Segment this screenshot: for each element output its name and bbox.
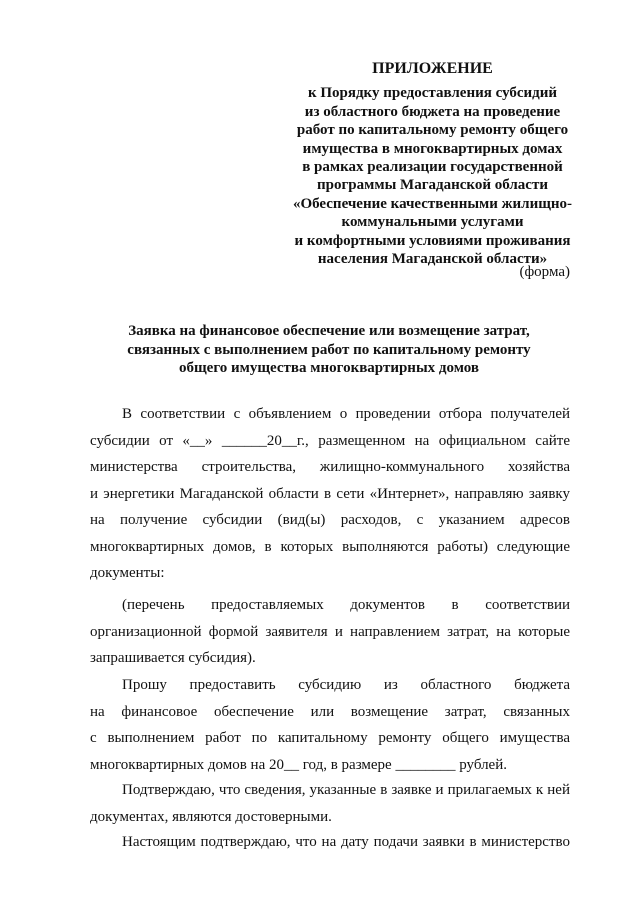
paragraph-line: и энергетики Магаданской области в сети «Интернет», направляю заявку [90,485,570,502]
appendix-line: населения Магаданской области» [317,251,548,268]
paragraph-line: Настоящим подтверждаю, что на дату подачи заявки в министерство [122,834,570,850]
appendix-line: в рамках реализации государственной [302,159,563,176]
paragraph-line: документы: [90,565,165,581]
document-title [90,322,568,378]
appendix-header [270,60,595,268]
paragraph-documents-list [90,592,570,672]
paragraph-line: субсидии от «__» ______20__г., размещенном на официальном сайте [90,432,570,449]
paragraph-line: многоквартирных домов на 20__ год, в размере ________ рублей. [90,756,507,773]
appendix-line: программы Магаданской области [317,177,548,194]
paragraph-line: с выполнением работ по капитальному ремонту общего имущества [90,730,570,746]
paragraph-line: Прошу предоставить субсидию из областного бюджета [122,677,570,693]
paragraph-line: на финансовое обеспечение или возмещение затрат, связанных [90,703,570,720]
paragraph-line: (перечень предоставляемых документов в соответствии [122,597,570,613]
paragraph-line: Подтверждаю, что сведения, указанные в заявке и прилагаемых к ней [122,782,570,798]
appendix-line: и комфортными условиями проживания [294,232,571,249]
paragraph-line: В соответствии с объявлением о проведении отбора получателей [122,406,570,422]
appendix-heading: ПРИЛОЖЕНИЕ [372,60,493,77]
appendix-line: к Порядку предоставления субсидий [307,85,558,102]
title-line: общего имущества многоквартирных домов [179,360,479,377]
appendix-line: коммунальными услугами [341,214,524,231]
paragraph-line: министерства строительства, жилищно-коммунального хозяйства [90,459,570,475]
paragraph-announcement [90,401,570,587]
paragraph-line: организационной формой заявителя и направлением затрат, на которые [90,623,570,640]
paragraph-request [90,672,570,778]
paragraph-confirmation [90,777,570,830]
paragraph-line: на получение субсидии (вид(ы) расходов, с указанием адресов [90,512,570,528]
appendix-line: имущества в многоквартирных домах [302,140,563,157]
appendix-line: «Обеспечение качественными жилищно- [292,195,573,212]
title-line: Заявка на финансовое обеспечение или возмещение затрат, [128,323,530,339]
form-note: (форма) [519,264,570,280]
title-line: связанных с выполнением работ по капитальному ремонту [127,341,531,358]
paragraph-certification [90,829,570,856]
appendix-line: из областного бюджета на проведение [304,103,561,120]
paragraph-line: документах, являются достоверными. [90,808,332,825]
paragraph-line: запрашивается субсидия). [90,650,256,666]
paragraph-line: многоквартирных домов, в которых выполняются работы) следующие [90,538,570,555]
appendix-line: работ по капитальному ремонту общего [296,122,569,139]
